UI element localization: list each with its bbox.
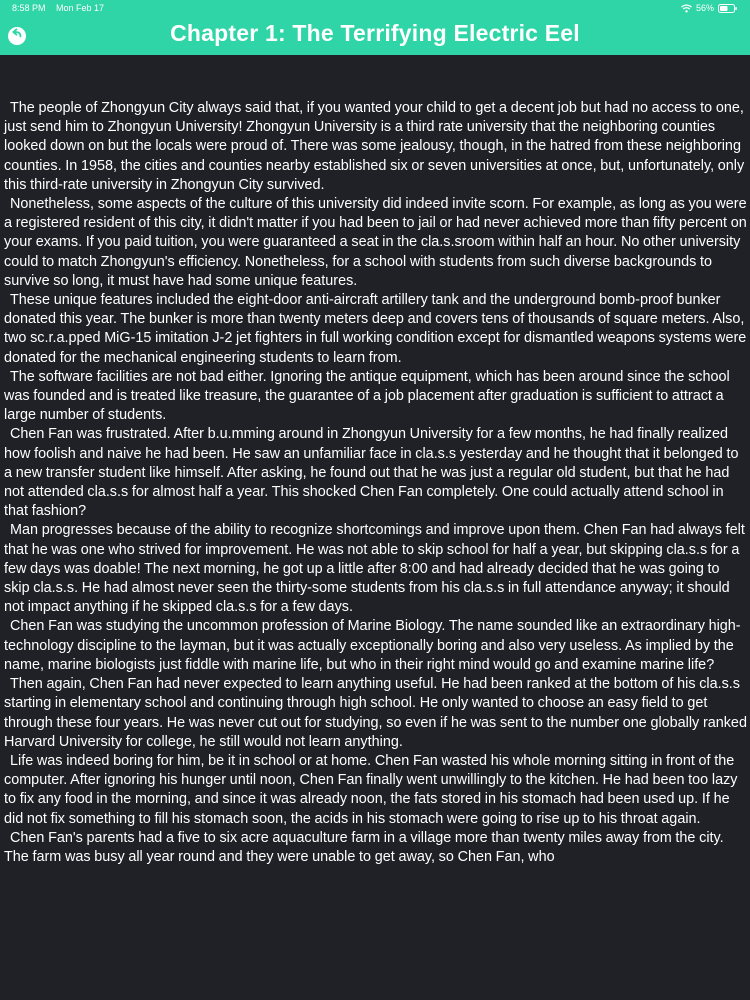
wifi-icon xyxy=(681,4,692,13)
paragraph: The software facilities are not bad either. Ignoring the antique equipment, which has been around since the school was founded and is treated like treasure, the guarantee of a job placement after graduation is sufficient to attract a large number of students. xyxy=(4,368,730,424)
status-bar xyxy=(0,0,750,16)
paragraph: Then again, Chen Fan had never expected to learn anything useful. He had been ranked at the bottom of his cla.s.s starting in elementary school and continuing through high school. He only wanted to choose an easy field to get through these four years. He was never cut out for studying, so even if he was sent to the number one globally ranked Harvard University for college, he still would not learn anything. xyxy=(4,676,747,750)
paragraph: Chen Fan was frustrated. After b.u.mming around in Zhongyun University for a few months, he had finally realized how foolish and naive he had been. He saw an unfamiliar face in cla.s.s yesterday and he thought that it belonged to a new transfer student like himself. After asking, he found out that he was just a regular old student, but that he had not attended cla.s.s for almost half a year. This shocked Chen Fan completely. One could actually attend school in that fashion? xyxy=(4,426,739,520)
paragraph: These unique features included the eight-door anti-aircraft artillery tank and the underground bomb-proof bunker donated this year. The bunker is more than twenty meters deep and covers tens of thousands of square meters. Also, two sc.r.a.pped MiG-15 imitation J-2 jet fighters in full working condition except for dismantled weapons systems were donated for the mechanical engineering students to learn from. xyxy=(4,292,747,366)
paragraph: Nonetheless, some aspects of the culture of this university did indeed invite scorn. For example, as long as you were a registered resident of this city, it didn't matter if you had been to jail or had never achieved more than fifty percent on your exams. If you paid tuition, you were guaranteed a seat in the cla.s.sroom within half an hour. No other university could to match Zhongyun's efficiency. Nonetheless, for a school with students from such diverse backgrounds to survive so long, it must have had some unique features. xyxy=(4,196,747,289)
paragraph: The people of Zhongyun City always said that, if you wanted your child to get a decent job but had no access to one, just send him to Zhongyun University! Zhongyun University is a third rate university that the neighboring counties looked down on but the locals were proud of. There was some jealousy, though, in the hatred from these neighboring counties. In 1958, the cities and counties nearby established six or seven universities at once, but, unfortunately, only this third-rate university in Zhongyun City survived. xyxy=(4,100,745,193)
battery-percent: 56% xyxy=(695,3,714,13)
reading-area[interactable] xyxy=(0,55,750,1000)
chapter-title: Chapter 1: The Terrifying Electric Eel xyxy=(170,20,580,46)
paragraph: Life was indeed boring for him, be it in school or at home. Chen Fan wasted his whole morning sitting in front of the computer. After ignoring his hunger until noon, Chen Fan finally went unwillingly to the kitchen. He had been too lazy to fix any food in the morning, and since it was already noon, the fats stored in his stomach had been used up. If he did not fix something to fill his stomach soon, the acids in his stomach were going to rise up to his throat again. xyxy=(4,752,738,827)
chapter-text xyxy=(4,99,748,867)
paragraph: Chen Fan's parents had a five to six acre aquaculture farm in a village more than twenty miles away from the city. The farm was busy all year round and they were unable to get away, so Chen Fan, who xyxy=(4,829,724,865)
status-time: 8:58 PM xyxy=(12,3,46,13)
status-right xyxy=(681,0,738,16)
battery-icon xyxy=(718,4,738,13)
paragraph: Chen Fan was studying the uncommon profession of Marine Biology. The name sounded like an extraordinary high-technology discipline to the layman, but it was actually exceptionally boring and also very useless. As implied by the name, marine biologists just fiddle with marine life, but who in their right mind would go and examine marine life? xyxy=(4,618,741,673)
status-date: Mon Feb 17 xyxy=(56,3,105,13)
paragraph: Man progresses because of the ability to recognize shortcomings and improve upon them. Chen Fan had always felt that he was one who strived for improvement. He was not able to skip school for half a year, but skipping cla.s.s for a few days was doable! The next morning, he got up a little after 8:00 and had already decided that he was going to skip cla.s.s. He had almost never seen the thirty-some students from his cla.s.s in full attendance anyway; it should not impact anything if he skipped cla.s.s for a few days. xyxy=(4,522,745,616)
chapter-header xyxy=(0,0,750,55)
